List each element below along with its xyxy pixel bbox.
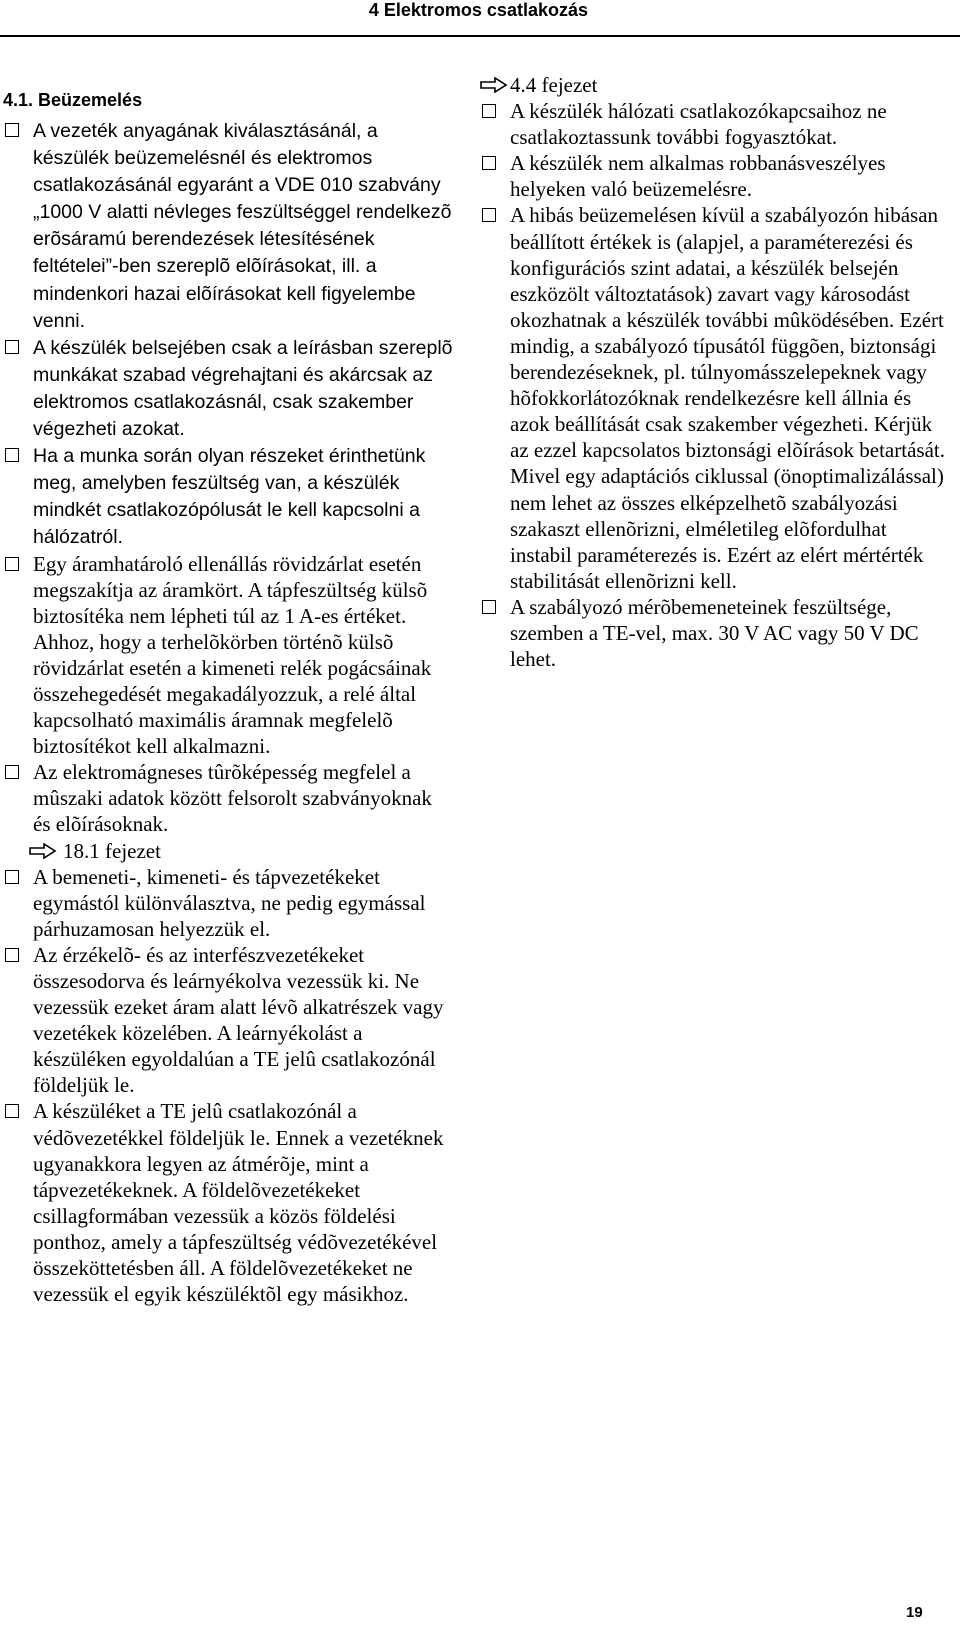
list-item	[3, 759, 453, 837]
item-text: A készüléket a TE jelû csatlakozónál a védõvezetékkel földeljük le. Ennek a vezetéknek ugyanakkora legyen az átmérõje, mint a tápvezetékeknek. A földelõvezetékeket csillagformában vezessük a közös földelési ponthoz, amely a tápfeszültség védõvezetékével összeköttetésben áll. A földelõvezetékeket ne vezessük el egyik készüléktõl egy másikhoz.	[33, 1099, 444, 1307]
item-text-sans: A vezeték anyagának kiválasztásánál, a készülék beüzemelésnél és elektromos csatlakozásánál egyaránt a VDE 010 szabvány „1000 V alatti névleges feszültséggel rendelkezõ erõsáramú	[33, 120, 452, 251]
item-text: A szabályozó mérõbemeneteinek feszültsége, szemben a TE-vel, max. 30 V AC vagy 50 V DC lehet.	[510, 594, 919, 672]
checkbox-bullet-icon	[5, 1104, 19, 1118]
checkbox-bullet-icon	[5, 870, 19, 884]
chapter-title: 4 Elektromos csatlakozás	[368, 0, 588, 20]
arrow-right-icon	[29, 843, 57, 859]
list-item	[480, 98, 950, 150]
checkbox-bullet-icon	[5, 557, 19, 571]
list-item	[3, 942, 453, 1099]
list-item	[3, 1098, 453, 1307]
checkbox-bullet-icon	[5, 448, 19, 462]
checkbox-bullet-icon	[5, 948, 19, 962]
list-item	[3, 334, 453, 442]
checkbox-bullet-icon	[482, 104, 496, 118]
left-column	[3, 117, 453, 1307]
right-column	[480, 72, 950, 672]
reference-text: 4.4 fejezet	[510, 73, 598, 97]
item-text: A bemeneti-, kimeneti- és tápvezetékeket egymástól különválasztva, ne pedig egymással párhuzamosan helyezzük el.	[33, 864, 426, 941]
item-text: A készülék belsejében csak a leírásban szereplõ munkákat szabad végrehajtani és akárcsak az elektromos csatlakozásnál, csak szakember végezheti azokat.	[33, 336, 453, 441]
cross-reference	[480, 72, 950, 98]
checkbox-bullet-icon	[482, 156, 496, 170]
arrow-right-icon	[480, 77, 508, 93]
item-text: A készülék nem alkalmas robbanásveszélyes helyeken való beüzemelésre.	[510, 151, 886, 202]
list-item	[3, 117, 453, 334]
list-item	[480, 150, 950, 202]
list-item	[480, 594, 950, 672]
checkbox-bullet-icon	[5, 340, 19, 354]
checkbox-bullet-icon	[5, 123, 19, 137]
checkbox-bullet-icon	[482, 600, 496, 614]
list-item	[3, 551, 453, 760]
page-header	[0, 0, 960, 36]
item-text: Az érzékelõ- és az interfészvezetékeket összesodorva és leárnyékolva vezessük ki. Ne vezessük ezeket áram alatt lévõ alkatrészek vagy vezetékek közelében. A leárnyékolást a készüléken egyoldalúan a TE jelû csatlakozónál földeljük le.	[33, 942, 444, 1098]
cross-reference	[3, 838, 453, 864]
list-item	[480, 202, 950, 593]
item-text: Egy áramhatároló ellenállás rövidzárlat esetén megszakítja az áramkört. A tápfeszültség külsõ biztosítéka nem lépheti túl az 1 A-es értéket. Ahhoz, hogy a terhelõkörben történõ külsõ rövidzárlat esetén a kimeneti relék pogácsáinak összehegedését megakadályozzuk, a relé által kapcsolható maximális áramnak megfelelõ biztosítékot kell alkalmazni.	[33, 551, 432, 759]
header-rule	[0, 35, 960, 37]
item-text: A készülék hálózati csatlakozókapcsaihoz ne csatlakoztassunk további fogyasztókat.	[510, 99, 887, 150]
list-item	[3, 864, 453, 942]
reference-text: 18.1 fejezet	[63, 838, 161, 863]
list-item	[3, 442, 453, 550]
checkbox-bullet-icon	[482, 208, 496, 222]
page-number: 19	[906, 1604, 923, 1621]
item-text-sans: berendezések létesítésének feltételei”-ben szereplõ elõírásokat, ill. a mindenkori hazai elõírásokat kell figyelembe venni.	[33, 228, 416, 332]
item-text: Ha a munka során olyan részeket érinthetünk meg, amelyben feszültség van, a készülék mindkét csatlakozópólusát le kell kapcsolni a hálózatról.	[33, 445, 426, 549]
checkbox-bullet-icon	[5, 765, 19, 779]
section-heading: 4.1. Beüzemelés	[3, 90, 143, 110]
item-text: Az elektromágneses tûrõképesség megfelel a mûszaki adatok között felsorolt szabványoknak és elõírásoknak.	[33, 760, 432, 837]
item-text: A hibás beüzemelésen kívül a szabályozón hibásan beállított értékek is (alapjel, a paraméterezési és konfigurációs szint adatai, a készülék belsején eszközölt változtatások) zavart vagy károsodást okozhatnak a készülék további mûködésében. Ezért mindig, a szabályozó típusától függõen, biztonsági berendezéseknek, pl. túlnyomásszelepeknek vagy hõfokkorlátozóknak rendelkezésre kell állnia és azok beállítását csak szakember végezheti. Kérjük az ezzel kapcsolatos biztonsági elõírások betartását. Mivel egy adaptációs ciklussal (önoptimalizálással) nem lehet az összes elképzelhetõ szabályozási szakaszt ellenõrizni, elméletileg elõfordulhat instabil paraméterezés is. Ezért az elért mértérték stabilitását ellenõrizni kell.	[510, 203, 945, 593]
